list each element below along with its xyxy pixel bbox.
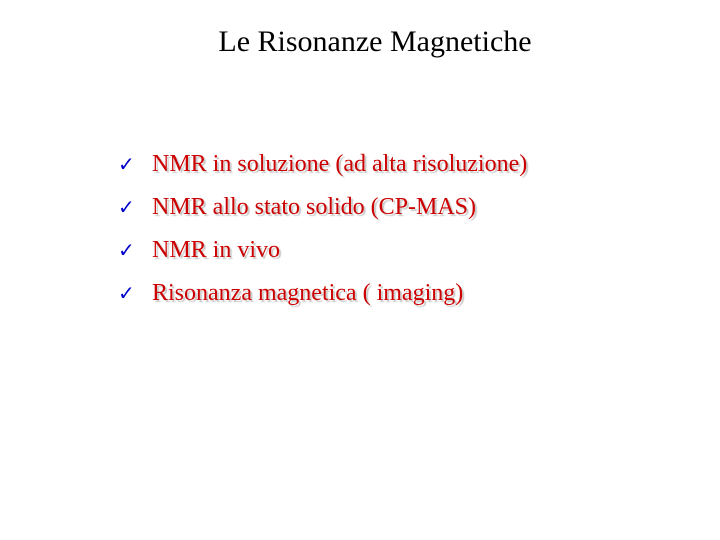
check-icon: ✓ <box>118 237 135 262</box>
bullet-text: NMR allo stato solido (CP-MAS) <box>152 193 477 220</box>
slide-title: Le Risonanze Magnetiche <box>218 25 532 58</box>
list-item <box>118 271 527 314</box>
list-item <box>118 228 527 271</box>
bullet-text: NMR in vivo <box>152 236 281 263</box>
check-icon: ✓ <box>118 194 135 219</box>
list-item <box>118 142 527 185</box>
bullet-text: Risonanza magnetica ( imaging) <box>152 279 464 306</box>
bullet-text: NMR in soluzione (ad alta risoluzione) <box>152 150 528 177</box>
check-icon: ✓ <box>118 151 135 176</box>
bullet-list <box>118 142 527 314</box>
check-icon: ✓ <box>118 280 135 305</box>
list-item <box>118 185 527 228</box>
